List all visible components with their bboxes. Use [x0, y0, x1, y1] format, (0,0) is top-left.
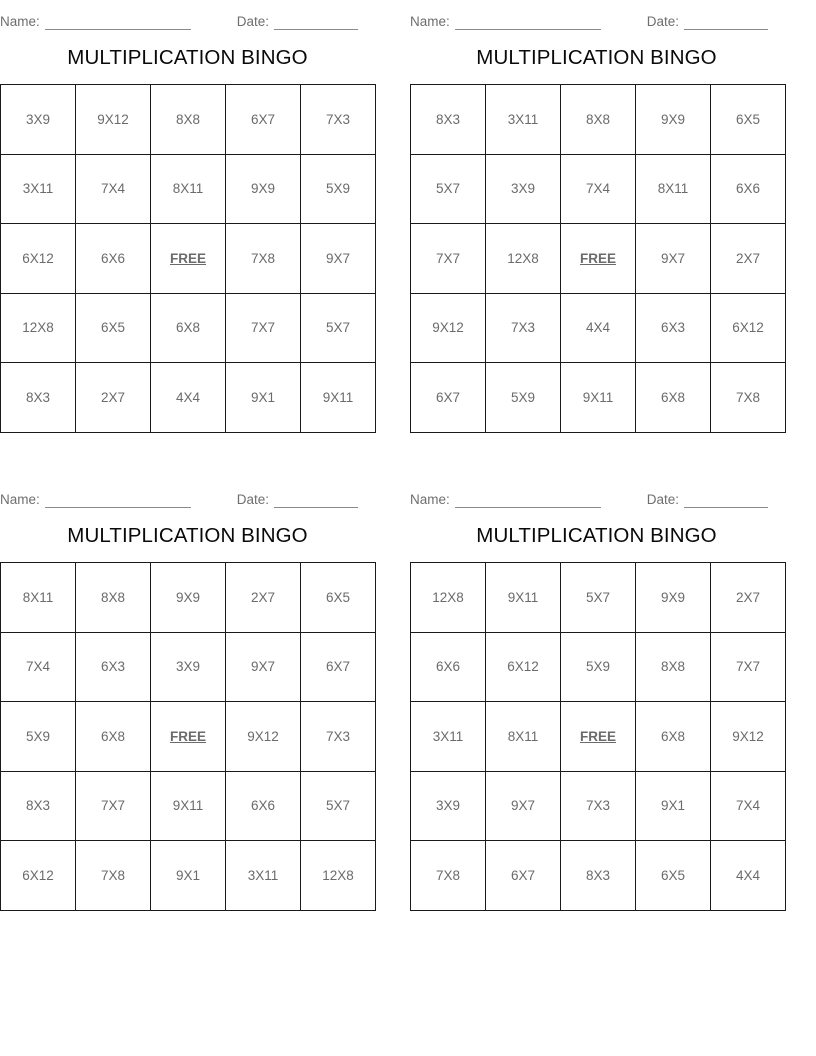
bingo-cell-text: 4X4	[585, 320, 611, 336]
bingo-cell[interactable]	[301, 154, 376, 224]
bingo-cell-text: 9X11	[582, 389, 614, 405]
bingo-cell[interactable]	[76, 563, 151, 633]
name-label: Name:	[0, 492, 40, 507]
bingo-cell-text: 6X7	[325, 659, 351, 675]
bingo-card-1	[0, 0, 408, 478]
card-4-header	[408, 478, 816, 508]
bingo-cell[interactable]	[711, 702, 786, 772]
bingo-cell[interactable]	[636, 293, 711, 363]
bingo-cell-text: 6X3	[660, 320, 686, 336]
bingo-cell-text: 6X6	[100, 250, 126, 266]
name-label: Name:	[410, 14, 450, 29]
bingo-cell-text: 6X12	[732, 320, 764, 336]
bingo-cell-text: 9X11	[507, 589, 539, 605]
bingo-cell-text: 5X9	[585, 659, 611, 675]
bingo-cell-text: 9X12	[432, 320, 464, 336]
table-row	[411, 702, 786, 772]
bingo-cell[interactable]	[1, 563, 76, 633]
bingo-cell-text: 9X9	[250, 181, 276, 197]
name-write-line[interactable]	[455, 15, 601, 30]
bingo-cell-text: 7X4	[25, 659, 51, 675]
bingo-cell[interactable]	[1, 154, 76, 224]
card-4-date-field[interactable]	[647, 491, 768, 508]
bingo-cell-text: 3X11	[507, 111, 539, 127]
bingo-cell[interactable]	[411, 702, 486, 772]
bingo-cell[interactable]	[151, 154, 226, 224]
bingo-cell-text: 6X3	[100, 659, 126, 675]
bingo-cell-text: 6X7	[510, 867, 536, 883]
bingo-cell[interactable]	[151, 632, 226, 702]
bingo-cell-text: 8X3	[25, 389, 51, 405]
card-3-name-field[interactable]	[0, 491, 191, 508]
bingo-cell-text: 6X8	[660, 728, 686, 744]
bingo-cell[interactable]	[561, 154, 636, 224]
bingo-cell-text: 6X12	[22, 867, 54, 883]
free-label: FREE	[169, 728, 206, 744]
bingo-cell-text: 6X12	[507, 659, 539, 675]
bingo-cell[interactable]	[1, 632, 76, 702]
bingo-cell[interactable]	[561, 563, 636, 633]
bingo-cell-text: 8X8	[585, 111, 611, 127]
bingo-cell[interactable]	[561, 293, 636, 363]
table-row	[1, 702, 376, 772]
bingo-cell[interactable]	[411, 85, 486, 155]
bingo-cell[interactable]	[151, 85, 226, 155]
bingo-cell[interactable]	[411, 154, 486, 224]
card-2-grid	[410, 84, 786, 433]
bingo-cell-text: 5X7	[435, 181, 461, 197]
bingo-cell-text: 5X9	[325, 181, 351, 197]
card-1-name-field[interactable]	[0, 13, 191, 30]
bingo-cell[interactable]	[636, 85, 711, 155]
bingo-cell-text: 9X12	[732, 728, 764, 744]
bingo-cell[interactable]	[226, 85, 301, 155]
table-row	[411, 154, 786, 224]
table-row	[411, 771, 786, 841]
bingo-cell-text: 8X3	[25, 798, 51, 814]
bingo-cell[interactable]	[711, 363, 786, 433]
bingo-cell[interactable]	[411, 771, 486, 841]
bingo-cell[interactable]	[711, 841, 786, 911]
bingo-cell[interactable]	[711, 293, 786, 363]
bingo-cell-text: 3X9	[175, 659, 201, 675]
bingo-cell[interactable]	[76, 841, 151, 911]
bingo-cell[interactable]	[1, 85, 76, 155]
table-row	[1, 154, 376, 224]
bingo-cell-text: 5X7	[585, 589, 611, 605]
bingo-cell-text: 7X8	[250, 250, 276, 266]
bingo-cell[interactable]	[711, 563, 786, 633]
bingo-free-cell[interactable]	[151, 224, 226, 294]
bingo-cell[interactable]	[301, 841, 376, 911]
bingo-cell-text: 6X7	[250, 111, 276, 127]
table-row	[1, 841, 376, 911]
bingo-cell-text: 8X8	[175, 111, 201, 127]
bingo-cell-text: 5X7	[325, 320, 351, 336]
bingo-cell[interactable]	[486, 632, 561, 702]
bingo-cell-text: 2X7	[735, 250, 761, 266]
date-label: Date:	[646, 14, 680, 29]
bingo-cell-text: 9X1	[660, 798, 686, 814]
bingo-cell[interactable]	[226, 293, 301, 363]
bingo-cell-text: 7X4	[100, 181, 126, 197]
date-label: Date:	[236, 14, 270, 29]
bingo-cell[interactable]	[711, 224, 786, 294]
bingo-cell[interactable]	[636, 563, 711, 633]
date-label: Date:	[236, 492, 270, 507]
bingo-cell-text: 7X3	[325, 111, 351, 127]
free-label: FREE	[169, 250, 206, 266]
bingo-cell-text: 8X11	[22, 589, 54, 605]
card-3-title: MULTIPLICATION BINGO	[67, 524, 308, 547]
bingo-cell-text: 5X9	[25, 728, 51, 744]
bingo-cell-text: 8X11	[507, 728, 539, 744]
card-2-date-field[interactable]	[647, 13, 768, 30]
bingo-cell[interactable]	[1, 841, 76, 911]
bingo-cell[interactable]	[411, 841, 486, 911]
bingo-cell[interactable]	[411, 293, 486, 363]
bingo-cell-text: 2X7	[250, 589, 276, 605]
bingo-cell-text: 6X5	[100, 320, 126, 336]
bingo-card-4	[408, 478, 816, 956]
bingo-cell[interactable]	[226, 841, 301, 911]
bingo-cell-text: 3X9	[435, 798, 461, 814]
bingo-cell[interactable]	[301, 632, 376, 702]
table-row	[1, 363, 376, 433]
bingo-cell[interactable]	[301, 363, 376, 433]
bingo-cell[interactable]	[76, 224, 151, 294]
bingo-cell[interactable]	[301, 702, 376, 772]
name-write-line[interactable]	[455, 493, 601, 508]
bingo-cell-text: 8X11	[657, 181, 689, 197]
bingo-cell[interactable]	[561, 632, 636, 702]
bingo-cell-text: 6X12	[22, 250, 54, 266]
name-label: Name:	[0, 14, 40, 29]
bingo-cell-text: 7X8	[100, 867, 126, 883]
bingo-cell-text: 9X7	[660, 250, 686, 266]
bingo-cell-text: 12X8	[432, 589, 464, 605]
table-row	[1, 224, 376, 294]
bingo-cell[interactable]	[1, 363, 76, 433]
bingo-cell[interactable]	[151, 293, 226, 363]
bingo-cell[interactable]	[76, 632, 151, 702]
card-1-header	[0, 0, 408, 30]
table-row	[1, 85, 376, 155]
bingo-cell-text: 3X11	[247, 867, 279, 883]
bingo-cell-text: 7X7	[735, 659, 761, 675]
bingo-cell[interactable]	[301, 771, 376, 841]
bingo-cell-text: 9X7	[510, 798, 536, 814]
name-write-line[interactable]	[45, 15, 191, 30]
bingo-cell[interactable]	[636, 224, 711, 294]
bingo-cell[interactable]	[226, 563, 301, 633]
bingo-cell-text: 6X5	[325, 589, 351, 605]
bingo-cell[interactable]	[1, 702, 76, 772]
bingo-cell[interactable]	[486, 563, 561, 633]
bingo-cell-text: 6X8	[100, 728, 126, 744]
bingo-cell[interactable]	[411, 363, 486, 433]
bingo-cell-text: 9X12	[247, 728, 279, 744]
bingo-cell[interactable]	[411, 632, 486, 702]
bingo-cell-text: 9X9	[660, 111, 686, 127]
bingo-cell[interactable]	[636, 841, 711, 911]
bingo-cell-text: 7X4	[585, 181, 611, 197]
bingo-cell[interactable]	[226, 771, 301, 841]
card-2-title: MULTIPLICATION BINGO	[476, 46, 717, 69]
card-row-top	[0, 0, 816, 478]
bingo-cell-text: 9X1	[250, 389, 276, 405]
bingo-cell-text: 7X3	[325, 728, 351, 744]
bingo-cell[interactable]	[1, 224, 76, 294]
bingo-cell-text: 6X6	[435, 659, 461, 675]
bingo-cell-text: 6X5	[660, 867, 686, 883]
bingo-cell[interactable]	[301, 293, 376, 363]
table-row	[411, 85, 786, 155]
card-2-name-field[interactable]	[410, 13, 601, 30]
bingo-cell[interactable]	[486, 154, 561, 224]
bingo-cell-text: 7X7	[250, 320, 276, 336]
card-1-title: MULTIPLICATION BINGO	[67, 46, 308, 69]
bingo-cell[interactable]	[151, 563, 226, 633]
bingo-cell-text: 8X8	[660, 659, 686, 675]
bingo-cell[interactable]	[561, 841, 636, 911]
bingo-cell-text: 7X8	[735, 389, 761, 405]
bingo-cell-text: 2X7	[100, 389, 126, 405]
card-1-date-field[interactable]	[237, 13, 358, 30]
bingo-cell[interactable]	[151, 771, 226, 841]
table-row	[411, 563, 786, 633]
bingo-cell-text: 3X11	[432, 728, 464, 744]
bingo-cell[interactable]	[486, 771, 561, 841]
bingo-cell-text: 9X1	[175, 867, 201, 883]
bingo-cell[interactable]	[636, 154, 711, 224]
card-3-grid	[0, 562, 376, 911]
bingo-cell[interactable]	[151, 363, 226, 433]
bingo-cell-text: 12X8	[22, 320, 54, 336]
bingo-cell[interactable]	[226, 154, 301, 224]
free-label: FREE	[579, 250, 616, 266]
bingo-cell[interactable]	[1, 771, 76, 841]
bingo-cell-text: 7X7	[435, 250, 461, 266]
bingo-cell[interactable]	[301, 85, 376, 155]
bingo-cell-text: 6X8	[175, 320, 201, 336]
bingo-free-cell[interactable]	[151, 702, 226, 772]
bingo-cell[interactable]	[486, 224, 561, 294]
bingo-cell[interactable]	[486, 363, 561, 433]
bingo-cell-text: 8X8	[100, 589, 126, 605]
card-3-header	[0, 478, 408, 508]
free-label: FREE	[579, 728, 616, 744]
bingo-cell[interactable]	[486, 85, 561, 155]
bingo-cell-text: 9X7	[250, 659, 276, 675]
bingo-cell-text: 8X11	[172, 181, 204, 197]
bingo-cell-text: 8X3	[585, 867, 611, 883]
bingo-cell-text: 12X8	[322, 867, 354, 883]
table-row	[1, 771, 376, 841]
bingo-cell-text: 9X11	[172, 798, 204, 814]
bingo-cell-text: 9X7	[325, 250, 351, 266]
bingo-cell[interactable]	[486, 293, 561, 363]
bingo-cell-text: 7X3	[585, 798, 611, 814]
bingo-cell[interactable]	[76, 702, 151, 772]
bingo-cell-text: 4X4	[175, 389, 201, 405]
bingo-free-cell[interactable]	[561, 224, 636, 294]
bingo-cell[interactable]	[636, 702, 711, 772]
bingo-cell[interactable]	[486, 841, 561, 911]
bingo-cell-text: 9X12	[97, 111, 129, 127]
bingo-cell[interactable]	[411, 563, 486, 633]
bingo-cell[interactable]	[1, 293, 76, 363]
bingo-cell-text: 6X8	[660, 389, 686, 405]
bingo-cell[interactable]	[711, 85, 786, 155]
bingo-card-3	[0, 478, 408, 956]
bingo-cell-text: 4X4	[735, 867, 761, 883]
bingo-cell[interactable]	[636, 771, 711, 841]
bingo-cell[interactable]	[76, 771, 151, 841]
date-write-line[interactable]	[684, 15, 768, 30]
bingo-cell-text: 6X5	[735, 111, 761, 127]
table-row	[411, 293, 786, 363]
bingo-cell-text: 5X7	[325, 798, 351, 814]
bingo-cell[interactable]	[76, 363, 151, 433]
bingo-cell[interactable]	[711, 154, 786, 224]
bingo-cell[interactable]	[226, 632, 301, 702]
bingo-cell-text: 9X11	[322, 389, 354, 405]
card-1-grid	[0, 84, 376, 433]
bingo-cell-text: 3X9	[510, 181, 536, 197]
bingo-cell-text: 7X4	[735, 798, 761, 814]
bingo-cell[interactable]	[636, 363, 711, 433]
bingo-cell-text: 3X11	[22, 181, 54, 197]
table-row	[1, 632, 376, 702]
bingo-cell[interactable]	[76, 154, 151, 224]
bingo-cell-text: 2X7	[735, 589, 761, 605]
bingo-cell-text: 6X7	[435, 389, 461, 405]
table-row	[1, 293, 376, 363]
table-row	[1, 563, 376, 633]
bingo-cell-text: 6X6	[735, 181, 761, 197]
bingo-cell[interactable]	[411, 224, 486, 294]
name-write-line[interactable]	[45, 493, 191, 508]
bingo-cell-text: 7X7	[100, 798, 126, 814]
bingo-cell-text: 6X6	[250, 798, 276, 814]
bingo-cell[interactable]	[486, 702, 561, 772]
card-4-grid	[410, 562, 786, 911]
bingo-cell[interactable]	[711, 632, 786, 702]
table-row	[411, 363, 786, 433]
bingo-cell-text: 12X8	[507, 250, 539, 266]
bingo-cell[interactable]	[636, 632, 711, 702]
bingo-cell-text: 7X8	[435, 867, 461, 883]
table-row	[411, 841, 786, 911]
date-write-line[interactable]	[274, 493, 358, 508]
bingo-cell-text: 9X9	[175, 589, 201, 605]
bingo-cell[interactable]	[561, 771, 636, 841]
bingo-cell[interactable]	[301, 563, 376, 633]
date-write-line[interactable]	[684, 493, 768, 508]
card-row-bottom	[0, 478, 816, 956]
bingo-cell[interactable]	[561, 85, 636, 155]
bingo-cell-text: 8X3	[435, 111, 461, 127]
table-row	[411, 632, 786, 702]
bingo-cell[interactable]	[711, 771, 786, 841]
table-row	[411, 224, 786, 294]
bingo-cell[interactable]	[76, 293, 151, 363]
bingo-cell[interactable]	[301, 224, 376, 294]
card-4-name-field[interactable]	[410, 491, 601, 508]
bingo-cell[interactable]	[561, 363, 636, 433]
card-4-title: MULTIPLICATION BINGO	[476, 524, 717, 547]
date-label: Date:	[646, 492, 680, 507]
bingo-free-cell[interactable]	[561, 702, 636, 772]
bingo-cell[interactable]	[76, 85, 151, 155]
bingo-cell-text: 7X3	[510, 320, 536, 336]
bingo-cell-text: 3X9	[25, 111, 51, 127]
date-write-line[interactable]	[274, 15, 358, 30]
bingo-cell[interactable]	[151, 841, 226, 911]
name-label: Name:	[410, 492, 450, 507]
bingo-cell-text: 9X9	[660, 589, 686, 605]
card-2-header	[408, 0, 816, 30]
bingo-cell[interactable]	[226, 363, 301, 433]
bingo-cell-text: 5X9	[510, 389, 536, 405]
card-3-date-field[interactable]	[237, 491, 358, 508]
bingo-card-2	[408, 0, 816, 478]
bingo-cell[interactable]	[226, 702, 301, 772]
bingo-cell[interactable]	[226, 224, 301, 294]
